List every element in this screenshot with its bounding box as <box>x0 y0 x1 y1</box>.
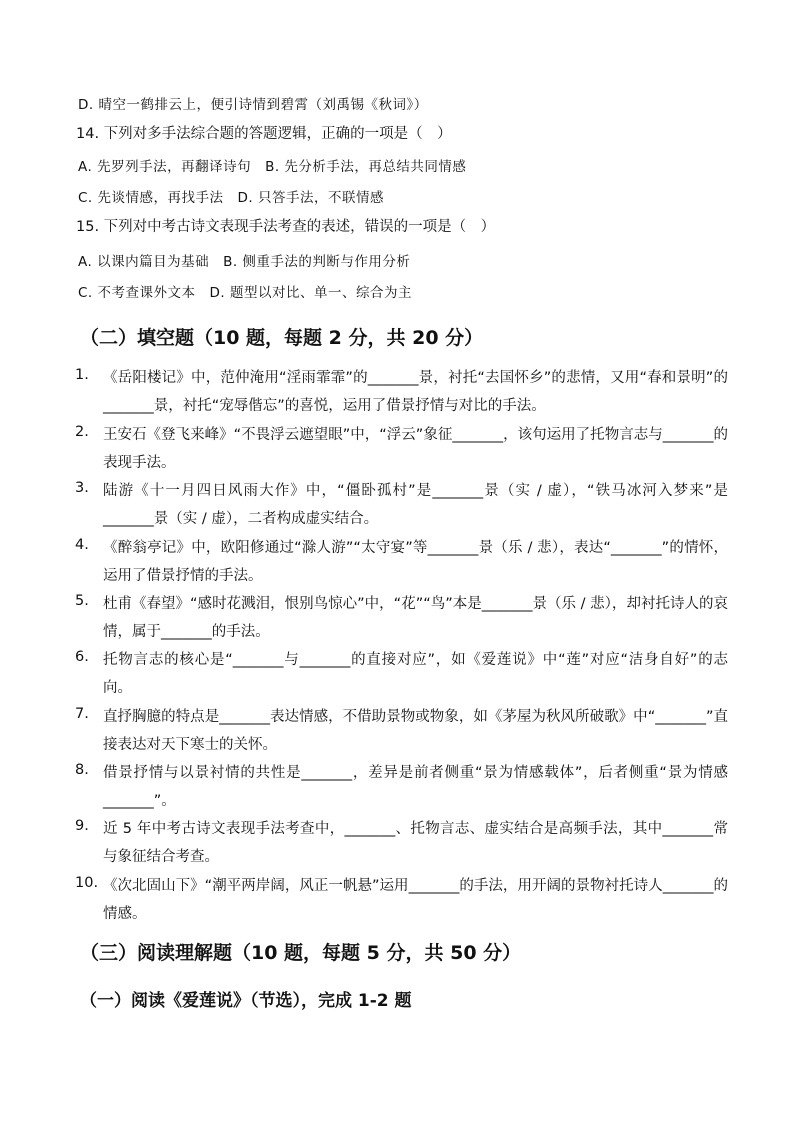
item-text: 陆游《十一月四日风雨大作》中，“僵卧孤村”是_______景（实 / 虚），“铁马冰河入梦来”是_______景（实 / 虚），二者构成虚实结合。 <box>103 483 728 527</box>
item-text: 近 5 年中考古诗文表现手法考查中，_______、托物言志、虚实结合是高频手法，其中_______常与象征结合考查。 <box>103 821 728 865</box>
section-heading-reading: （三）阅读理解题（10 题，每题 5 分，共 50 分） <box>80 942 522 964</box>
q15-options-cd: C. 不考查课外文本 D. 题型以对比、单一、综合为主 <box>78 285 412 301</box>
reading-passage-heading: （一）阅读《爱莲说》（节选），完成 1-2 题 <box>80 991 412 1011</box>
item-number: 6. <box>75 649 89 665</box>
item-number: 9. <box>75 818 89 834</box>
q15-stem: 15. 下列对中考古诗文表现手法考查的表述，错误的一项是（ ） <box>76 219 496 235</box>
item-text: 《醉翁亭记》中，欧阳修通过“滁人游”“太守宴”等_______景（乐 / 悲），表达“_______”的情怀，运用了借景抒情的手法。 <box>103 540 728 584</box>
item-text: 托物言志的核心是“_______与_______的直接对应”，如《爱莲说》中“莲”对应“洁身自好”的志向。 <box>103 652 728 696</box>
item-number: 5. <box>75 593 89 609</box>
q15-options-ab: A. 以课内篇目为基础 B. 侧重手法的判断与作用分析 <box>78 254 411 270</box>
item-text: 直抒胸臆的特点是_______表达情感，不借助景物或物象，如《茅屋为秋风所破歌》中“_______”直接表达对天下寒士的关怀。 <box>103 709 728 753</box>
item-text: 王安石《登飞来峰》“不畏浮云遮望眼”中，“浮云”象征_______，该句运用了托物言志与_______的表现手法。 <box>103 427 728 471</box>
q13-option-d: D. 晴空一鹤排云上，便引诗情到碧霄（刘禹锡《秋词》） <box>78 97 428 113</box>
item-text: 借景抒情与以景衬情的共性是_______，差异是前者侧重“景为情感载体”，后者侧重“景为情感_______”。 <box>103 765 728 809</box>
item-number: 8. <box>75 762 89 778</box>
item-number: 2. <box>75 424 89 440</box>
q14-options-ab: A. 先罗列手法，再翻译诗句 B. 先分析手法，再总结共同情感 <box>78 159 467 175</box>
item-text: 《次北固山下》“潮平两岸阔，风正一帆悬”运用_______的手法，用开阔的景物衬托诗人_______的情感。 <box>103 878 728 922</box>
section-heading-fill-in: （二）填空题（10 题，每题 2 分，共 20 分） <box>80 327 484 349</box>
item-number: 7. <box>75 706 89 722</box>
q14-options-cd: C. 先谈情感，再找手法 D. 只答手法，不联情感 <box>78 190 384 206</box>
item-text: 《岳阳楼记》中，范仲淹用“淫雨霏霏”的_______景，衬托“去国怀乡”的悲情，又用“春和景明”的_______景，衬托“宠辱偕忘”的喜悦，运用了借景抒情与对比的手法。 <box>103 370 728 414</box>
item-number: 4. <box>75 537 89 553</box>
item-number: 3. <box>75 480 89 496</box>
q14-stem: 14. 下列对多手法综合题的答题逻辑，正确的一项是（ ） <box>76 126 452 142</box>
item-number: 1. <box>75 367 89 383</box>
item-text: 杜甫《春望》“感时花溅泪，恨别鸟惊心”中，“花”“鸟”本是_______景（乐 / 悲），却衬托诗人的哀情，属于_______的手法。 <box>103 596 728 640</box>
item-number: 10. <box>75 875 99 891</box>
